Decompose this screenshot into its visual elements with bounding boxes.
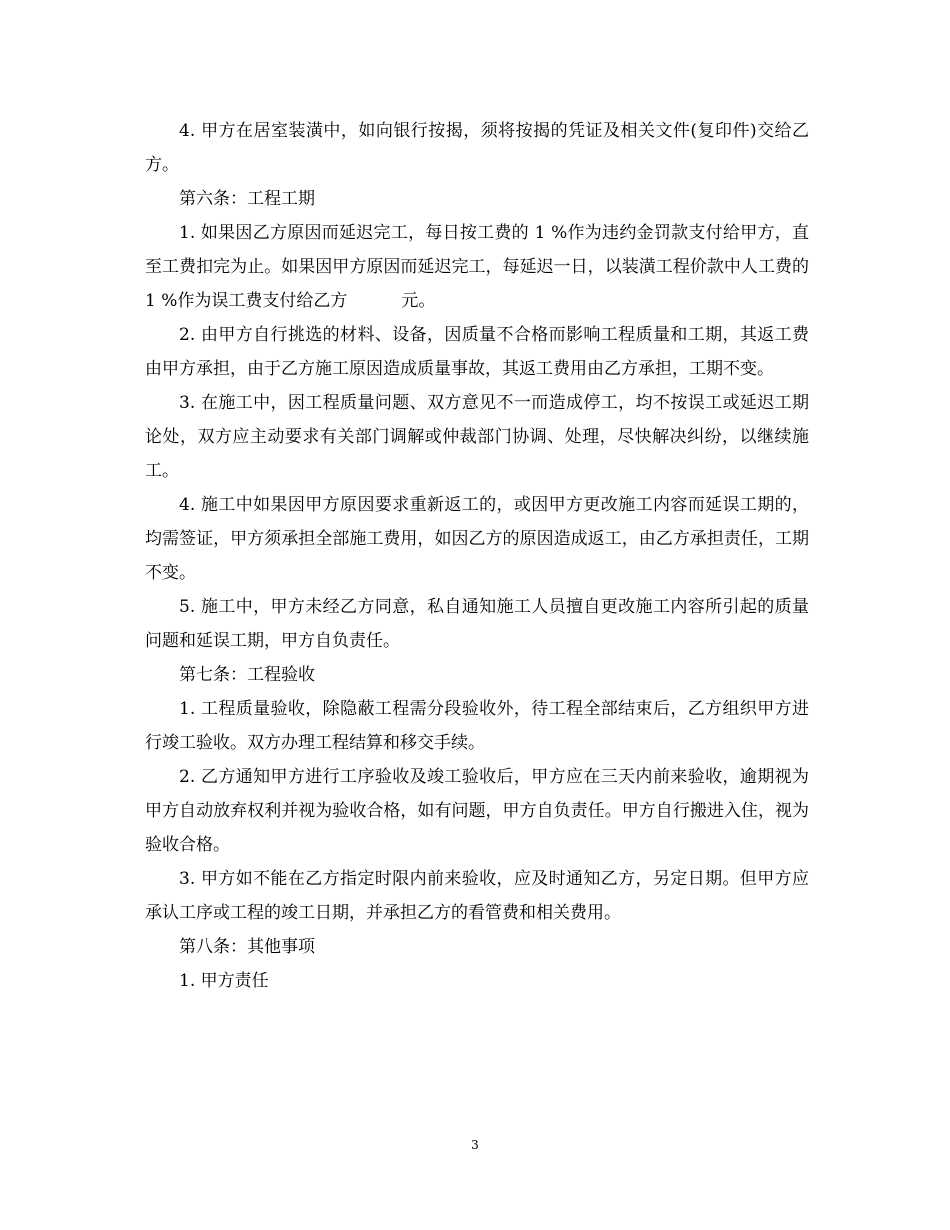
heading-article-6: 第六条：工程工期 <box>179 189 315 209</box>
paragraph-mortgage-documents: 4. 甲方在居室装潢中，如向银行按揭，须将按揭的凭证及相关文件(复印件)交给乙方。 <box>145 121 809 175</box>
document-body <box>145 114 815 998</box>
paragraph-party-a-responsibility: 1. 甲方责任 <box>179 971 269 991</box>
paragraph-material-quality: 2. 由甲方自行挑选的材料、设备，因质量不合格而影响工程质量和工期，其返工费由甲方承担，由于乙方施工原因造成质量事故，其返工费用由乙方承担，工期不变。 <box>145 325 809 379</box>
paragraph-unauthorized-changes: 5. 施工中，甲方未经乙方同意，私自通知施工人员擅自更改施工内容所引起的质量问题和延误工期，甲方自负责任。 <box>145 597 809 651</box>
heading-article-7: 第七条：工程验收 <box>179 665 315 685</box>
heading-article-8: 第八条：其他事项 <box>179 937 315 957</box>
paragraph-quality-acceptance: 1. 工程质量验收，除隐蔽工程需分段验收外，待工程全部结束后，乙方组织甲方进行竣工验收。双方办理工程结算和移交手续。 <box>145 699 809 753</box>
paragraph-delay-penalty: 1. 如果因乙方原因而延迟完工，每日按工费的 1 %作为违约金罚款支付给甲方，直至工费扣完为止。如果因甲方原因而延迟完工，每延迟一日，以装潢工程价款中人工费的 1 %作为误工费支付给乙方 元。 <box>145 223 815 311</box>
paragraph-acceptance-rescheduling: 3. 甲方如不能在乙方指定时限内前来验收，应及时通知乙方，另定日期。但甲方应承认工序或工程的竣工日期，并承担乙方的看管费和相关费用。 <box>145 869 809 923</box>
paragraph-rework: 4. 施工中如果因甲方原因要求重新返工的，或因甲方更改施工内容而延误工期的，均需签证，甲方须承担全部施工费用，如因乙方的原因造成返工，由乙方承担责任，工期不变。 <box>145 495 809 583</box>
paragraph-acceptance-deadline: 2. 乙方通知甲方进行工序验收及竣工验收后，甲方应在三天内前来验收，逾期视为甲方自动放弃权利并视为验收合格，如有问题，甲方自负责任。甲方自行搬进入住，视为验收合格。 <box>145 767 809 855</box>
paragraph-work-stoppage: 3. 在施工中，因工程质量问题、双方意见不一而造成停工，均不按误工或延迟工期论处，双方应主动要求有关部门调解或仲裁部门协调、处理，尽快解决纠纷，以继续施工。 <box>145 393 809 481</box>
page-number: 3 <box>471 1138 479 1152</box>
